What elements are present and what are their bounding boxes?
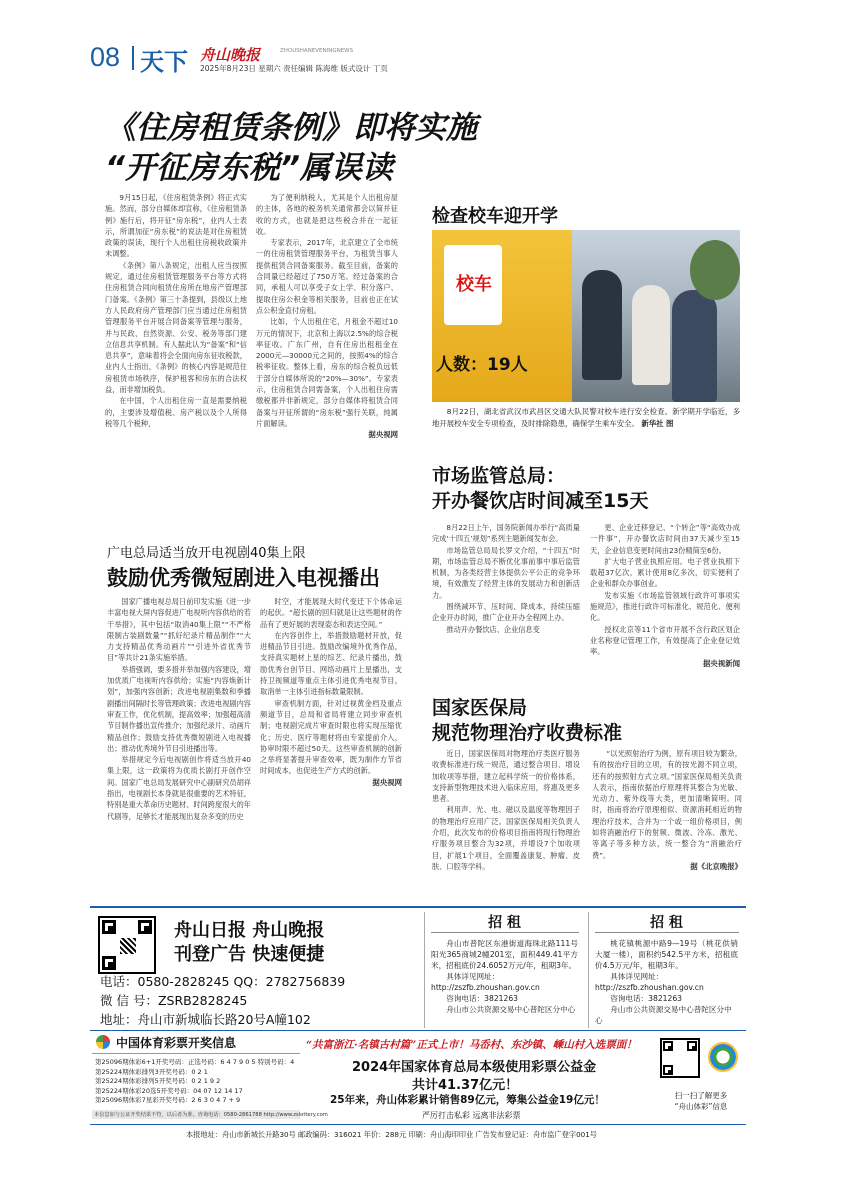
rent-phone: 咨询电话：3821263 (446, 994, 518, 1003)
ad-phone: 电话：0580-2828245 QQ：2782756839 (100, 974, 346, 989)
source-credit: 据《北京晚报》 (690, 861, 742, 871)
paragraph: 举措强调，要多措并举加强内容建设，增加优质广电视听内容供给；实施“内容焕新计划”，加强内容创新；改进电视剧集数和季播剧播出间隔时长等管理政策；改进电视剧内容审查工作，优化机制，提高效率；加强超高清节目制作播出宣传推介；加强纪录片、动画片精品创作；鼓励支持优秀微短剧进入电视播出；推动优秀境外节目引进播出等。 (107, 664, 251, 753)
lottery-row: 第25224期体彩20选5开奖号码：04 07 12 14 17 (95, 1086, 243, 1095)
ad-line-1: 舟山日报 舟山晚报 (174, 920, 325, 941)
scan-prompt-2: “舟山体彩”信息 (674, 1102, 728, 1111)
lead-column-2 (256, 192, 398, 441)
paragraph: 《条例》第八条规定，出租人应当按照规定，通过住房租赁管理服务平台等方式将住房租赁合同向租赁住房所在地房产管理部门备案。《条例》第三十条提到，县级以上地方人民政府房产管理部门应当通过住房租赁管理服务平台开展合同备案等管理与服务，并与民政、自然资源、公安、税务等部门建立信息共享机制。有人据此认为“备案”和“信息共享”，意味着将会全面向房东征收税款，业内人士指出，《条例》的核心内容是规范住房租赁市场秩序，保护租客和房东的合法权益，而非增加税负。 (105, 260, 247, 395)
lead-title-line1: 《住房租赁条例》即将实施 (105, 110, 477, 146)
rent-body: 舟山市普陀区东港街道海珠北路111号阳光365商城2幢201室，面积449.41平方米，招租底价24.6052万元/年，租期3年。 (431, 939, 578, 970)
paragraph: 市场监管总局局长罗文介绍，“十四五”时期，市场监管总局不断优化事前事中事后监管机制，为各类经营主体提供公平公正的竞争环境，有效激发了经营主体的发展动力和创新活力。 (432, 545, 580, 600)
paper-english-name: ZHOUSHANEVENINGNEWS (280, 48, 354, 54)
paragraph: 比如，个人出租住宅，月租金不超过10万元的情况下，北京和上海以2.5%的综合税率征收。广东广州，自有住房出租租金在2000元—30000元之间的，按照4%的综合税率征收。整体上看，房东的综合税负远低于部分自媒体所说的“20%—30%”。专家表示，住房租赁合同需备案，个人出租住房需缴税都并非新规定，部分自媒体将租赁合同备案与开征所谓的“房东税”强行关联，纯属片面解读。 (256, 317, 398, 428)
tv-headline: 鼓励优秀微短剧进入电视播出 (107, 566, 380, 590)
rent-phone: 咨询电话：3821263 (610, 994, 682, 1003)
tv-kicker: 广电总局适当放开电视剧40集上限 (107, 546, 306, 561)
rent-org: 舟山市公共资源交易中心普陀区分中心 (595, 1005, 732, 1025)
section-name: 天下 (140, 48, 188, 76)
rent-web: 具体详见网址：http://zszfb.zhoushan.gov.cn (595, 972, 704, 992)
paragraph: 授权北京等11个省市开展不含行政区划企业名称登记管理工作，有效提高了企业登记效率。 (590, 624, 740, 657)
paragraph: 推动开办餐饮店、企业信息变 (446, 624, 540, 634)
lottery-row: 第25224期体彩排列3开奖号码：0 2 1 (95, 1067, 208, 1076)
lottery-subline: 25年来，舟山体彩累计销售89亿元，筹集公益金19亿元！ (330, 1094, 605, 1106)
rent-title: 招 租 (650, 915, 683, 931)
medical-title-line2: 规范物理治疗收费标准 (432, 722, 623, 744)
lottery-headline-1: 2024年国家体育总局本级使用彩票公益金 (352, 1060, 597, 1075)
medical-column-2 (592, 748, 742, 872)
paragraph: 举措规定今后电视剧创作将适当放开40集上限，这一政策将为优质长剧打开创作空间。国家广电总局发展研究中心副研究员胡祥指出，电视剧长本身就是很重要的艺术特征，特别是重大革命历史题材、时间跨度很大的年代剧等，足够长才能展现出复杂多变的历史 (107, 755, 251, 821)
lead-headline (105, 108, 525, 188)
newspaper-ad (96, 912, 418, 1026)
ad-wechat: 微 信 号：ZSRB2828245 (100, 993, 248, 1008)
paragraph: 在中国，个人出租住房一直是需要纳税的，主要涉及增值税、房产税以及个人所得税等几个税种， (105, 396, 247, 428)
paragraph: 国家广播电视总局日前印发实施《进一步丰富电视大屏内容促进广电视听内容供给的若干举措》，其中包括“取消40集上限”“不严格限制古装剧数量”“抓好纪录片精品制作”“大力支持精品优秀动画片”“引进外省优秀节目”等共计21条实施举措。 (107, 597, 251, 663)
rent-web: 具体详见网址：http://zszfb.zhoushan.gov.cn (431, 972, 540, 992)
tv-column-1 (107, 596, 251, 822)
paragraph: 9月15日起，《住房租赁条例》将正式实施。然而，部分自媒体却宣称，《住房租赁条例》施行后，将开征“房东税”，业内人士表示，所谓加征“房东税”的说法是对住房租赁政策的误读，现行个人出租住房税收政策并未调整。 (105, 193, 247, 259)
rent-org: 舟山市公共资源交易中心普陀区分中心 (446, 1005, 576, 1014)
rent-title: 招 租 (488, 915, 521, 931)
market-title-line2: 开办餐饮店时间减至15天 (432, 490, 649, 512)
lottery-bottom-slogan: 严厉打击私彩 远离非法彩票 (422, 1111, 521, 1120)
bus-caption (432, 406, 740, 429)
lottery-panel (92, 1032, 328, 1122)
tv-column-2 (260, 596, 402, 788)
medical-title-line1: 国家医保局 (432, 697, 528, 719)
paragraph: 专家表示，2017年，北京建立了全市统一的住房租赁管理服务平台，为租赁当事人提供租赁合同备案服务。截至目前，备案的合同量已经超过了750万笔。经过备案的合同，承租人可以享受子女上学、积分落户、提取住房公积金等相关服务，目前也正在试点公积金直付房租。 (256, 238, 398, 315)
paragraph: 近日，国家医保局对物理治疗类医疗服务收费标准进行统一规范，通过整合项目、增设加收项等举措，建立起科学统一的价格体系，支持新型物理技术进入临床应用，将惠及更多患者。 (432, 749, 580, 804)
lead-title-line2: “开征房东税”属误读 (105, 150, 393, 186)
bus-seat-count: 人数：19人 (436, 355, 528, 375)
scan-prompt: 扫一扫了解更多 (674, 1091, 728, 1100)
page-number: 08 (90, 42, 121, 72)
paragraph: 扩大电子营业执照应用。电子营业执照下载超37亿次，累计使用8亿多次，切实便利了企业和群众办事创业。 (590, 556, 740, 589)
lottery-footnote: 本信息如与公证开奖结果不符，以后者为准。咨询电话：0580-2861788 http://www.zslottery.com (94, 1112, 328, 1118)
medical-column-1 (432, 748, 580, 872)
paragraph: 在内容创作上，举措鼓励题材开放，促进精品节目引进。鼓励改编境外优秀作品，支持真实题材上星的综艺、纪录片播出，鼓励优秀台创节目、网络动画片上星播出，支持卫视频道等重点主体引进优秀电视节目，取消单一主体引进指标数量限制。 (260, 630, 402, 697)
masthead (90, 40, 790, 78)
lottery-row: 第25224期体彩排列5开奖号码：0 2 1 9 2 (95, 1077, 221, 1085)
bus-title: 检查校车迎开学 (432, 206, 558, 227)
lottery-promo (302, 1032, 652, 1122)
page-footer: 本报地址：舟山市新城长升路30号 邮政编码：316021 年价：288元 印刷：舟山海印印业 广告发布登记证：舟市监广登字001号 (186, 1130, 597, 1139)
caption-text: 8月22日，湖北省武汉市武昌区交通大队民警对校车进行安全检查。新学期开学临近，多地开展校车安全专项检查，及时排除隐患，确保学生乘车安全。 (432, 407, 740, 428)
paragraph: 时空，才能展现大时代变迁下个体命运的起伏。“超长剧的回归就是让这些题材的作品有了更好展的表现姿态和表达空间。” (260, 597, 402, 629)
photo-credit: 新华社 图 (641, 418, 674, 428)
lead-column-1 (105, 192, 247, 429)
ad-line-2: 刊登广告 快速便捷 (174, 944, 325, 965)
rent-notice-2 (588, 912, 744, 1028)
source-credit: 据央视网 (372, 777, 402, 787)
paragraph: 利用声、光、电、磁以及温度等物理因子的物理治疗应用广泛。国家医保局相关负责人介绍，此次发布的价格项目指南将现行物理治疗服务项目整合为32项，并增设7个加收项目，扩展1个项目，全面覆盖康复、肿瘤、皮肤、口腔等学科。 (432, 805, 580, 871)
paragraph: 审查机制方面，针对过视黄金档及重点频道节目，总局和省局将建立同步审查机制；电视剧完成片审查时限也将实现压缩优化；历史、医疗等题材将由专家提前介入，协审时限不超过50天。这些审查机制的创新之举将显著提升审查效率，既为制作方节省时间成本，也促进生产方式的创新。 (260, 698, 402, 776)
lottery-results (95, 1058, 294, 1106)
market-headline (432, 464, 742, 514)
paragraph: 发布实施《市场监管领域行政许可事项实施规范》，推进行政许可标准化、规范化、便利化。 (590, 590, 740, 623)
ad-address: 地址：舟山市新城临长路20号A幢102 (100, 1012, 311, 1027)
lottery-logo-icon (96, 1035, 110, 1049)
lottery-row: 第25096期体彩6+1开奖号码：正选号码：6 4 7 9 0 5 特别号码：4 (95, 1058, 295, 1066)
market-title-line1: 市场监管总局： (432, 465, 566, 487)
paragraph: 8月22日上午，国务院新闻办举行“高质量完成‘十四五’规划”系列主题新闻发布会。 (432, 523, 580, 544)
school-bus-sign: 校车 (456, 274, 492, 295)
paragraph: “以光照射治疗为例，原有项目较为繁杂，有的按治疗目的立项，有的按光源不同立项，还有的按照射方式立项。”国家医保局相关负责人表示，指南依据治疗原理将其整合为光敏、光动力、紫外线等大类，更加清晰简明。同时，指南将治疗原理相似、资源消耗相近的物理治疗技术，合并为一个或一组价格项目，例如将消融治疗下的射频、微波、冷冻、激光、等离子等多种方法，统一整合为“消融治疗费”。 (592, 749, 742, 860)
qr-code (660, 1038, 700, 1078)
rent-notice-1 (424, 912, 584, 1028)
market-column-1 (432, 522, 580, 635)
paragraph: 围绕减环节、压时间、降成本，持续压缩企业开办时间，推广企业开办全程网上办。 (432, 602, 580, 623)
bus-photo (432, 230, 740, 402)
rent-body: 桃花镇桃源中路9—19号（桃花供销大厦一楼），面积约542.5平方米，招租底价4.5万元/年，租期3年。 (595, 939, 738, 970)
paper-logo: 舟山晚报 (200, 46, 261, 64)
paragraph: 为了便利纳税人，尤其是个人出租房屋的主体，各地的税务机关通常都会以简并征收的方式，也就是把这些税合并在一起征收。 (256, 193, 398, 236)
qr-code (98, 916, 156, 974)
lottery-mascot-icon (708, 1042, 738, 1072)
lottery-qr-panel (656, 1036, 746, 1120)
source-credit: 据央视网 (368, 430, 398, 440)
lottery-headline-2: 共计41.37亿元！ (412, 1078, 519, 1093)
lottery-row: 第25096期体彩7星彩开奖号码：2 6 3 0 4 7 + 9 (95, 1096, 241, 1104)
paragraph: 更、企业迁移登记、“个转企”等“高效办成一件事”，开办餐饮店时间由37天减少至15天，企业信息变更时间由23份精简至6份。 (590, 523, 740, 555)
source-credit: 据央视新闻 (703, 658, 740, 668)
lottery-header: 中国体育彩票开奖信息 (116, 1036, 237, 1050)
date-line: 2025年8月23日 星期六 责任编辑 陈海维 版式设计 丁页 (200, 64, 388, 73)
market-column-2 (590, 522, 740, 669)
medical-headline (432, 696, 742, 746)
lottery-slogan: “共富浙江·名镇古村篇”正式上市！马岙村、东沙镇、嵊山村入选票面！ (306, 1039, 637, 1051)
